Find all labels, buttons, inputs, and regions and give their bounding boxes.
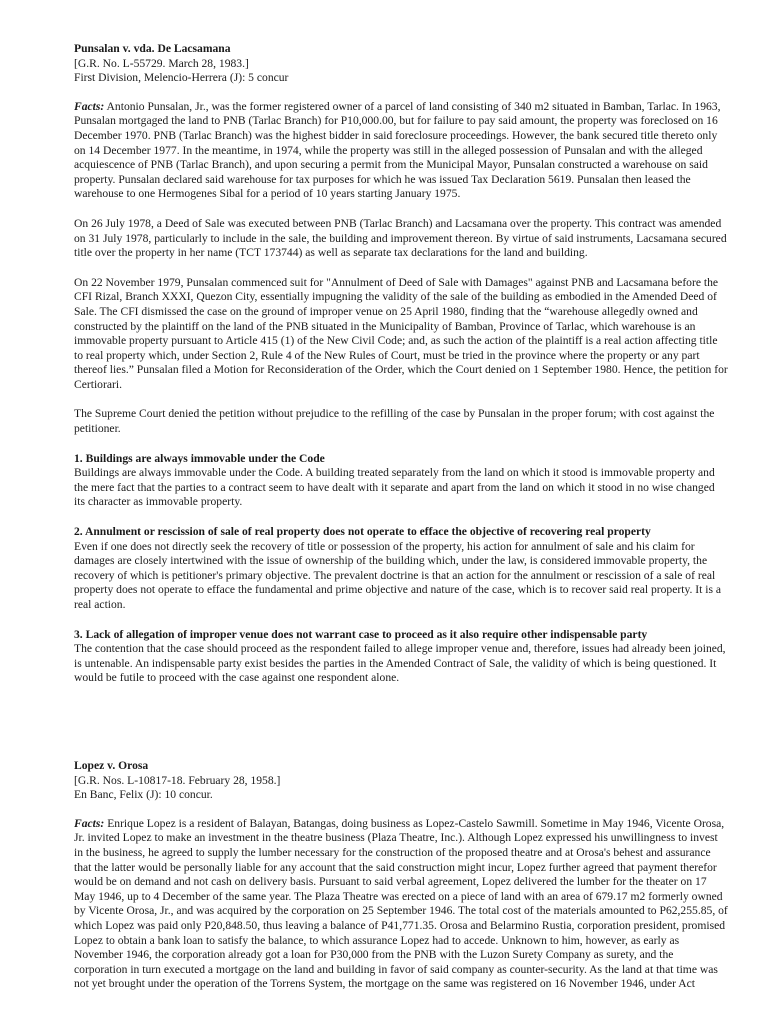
paragraph-suit: On 22 November 1979, Punsalan commenced suit for "Annulment of Deed of Sale with Damages" against PNB and Lacsamana before the CFI Rizal, Branch XXXI, Quezon City, essentially impugning the validity of the sale of the building as embodied in the Amended Deed of Sale. The CFI dismissed the case on the ground of improper venue on 25 April 1980, finding that the “warehouse allegedly owned and constructed by the plaintiff on the land of the PNB situated in the Municipality of Bamban, Province of Tarlac, which warehouse is an immovable property pursuant to Article 415 (1) of the New Civil Code; and, as such the action of the plaintiff is a real action affecting title to real property which, under Section 2, Rule 4 of the New Rules of Court, must be tried in the province where the property or any part thereof lies.” Punsalan filed a Motion for Reconsideration of the Order, which the Court denied on 1 September 1980. Hence, the petition for Certiorari. bbox=[74, 275, 728, 391]
facts-paragraph bbox=[74, 100, 728, 202]
facts-text: Enrique Lopez is a resident of Balayan, Batangas, doing business as Lopez-Castelo Sawmill. Sometime in May 1946, Vicente Orosa, Jr. invited Lopez to make an investment in the theatre business (Plaza Theatre, Inc.). Although Lopez expressed his unwillingness to invest in the business, he agreed to supply the lumber necessary for the construction of the proposed theatre and at Orosa's behest and assurance that the latter would be personally liable for any account that the said construction might incur, Lopez further agreed that payment therefor would be on demand and not cash on delivery basis. Pursuant to said verbal agreement, Lopez delivered the lumber for the theater on 17 May 1946, up to 4 December of the same year. The Plaza Theatre was erected on a piece of land with an area of 679.17 m2 formerly owned by Vicente Orosa, Jr., and was acquired by the corporation on 25 September 1946. The total cost of the materials amounted to P62,255.85, of which Lopez was paid only P20,848.50, thus leaving a balance of P41,771.35. Orosa and Belarmino Rustia, corporation president, promised Lopez to obtain a bank loan to satisfy the balance, to which assurance Lopez had to accede. Unknown to him, however, as early as November 1946, the corporation already got a loan for P30,000 from the PNB with the Luzon Surety Company as surety, and the corporation in turn executed a mortgage on the land and building in favor of said company as counter-security. As the land at that time was not yet brought under the operation of the Torrens System, the mortgage on the same was registered on 16 November 1946, under Act bbox=[74, 816, 728, 991]
doctrine-1-text: Buildings are always immovable under the Code. A building treated separately from the land on which it stood is immovable property and the mere fact that the parties to a contract seem to have dealt with it separate and apart from the land on which it stood in no wise changed its character as immovable property. bbox=[74, 466, 715, 509]
paragraph-ruling: The Supreme Court denied the petition without prejudice to the refilling of the case by Punsalan in the proper forum; with cost against the petitioner. bbox=[74, 407, 715, 436]
facts-paragraph bbox=[74, 817, 728, 992]
doctrine-2-text: Even if one does not directly seek the recovery of title or possession of the property, his action for annulment of sale and his claim for damages are closely intertwined with the issue of ownership of the building which, under the law, is considered immovable property, the recovery of which is petitioner's primary objective. The prevalent doctrine is that an action for the annulment or rescission of a sale of real property does not operate to efface the fundamental and prime objective and nature of the case, which is to recover said real property. It is a real action. bbox=[74, 539, 722, 611]
doctrine-3-text: The contention that the case should proceed as the respondent failed to allege improper venue and, therefore, issues had already been joined, is untenable. An indispensable party exist besides the parties in the Amended Contract of Sale, the validity of which is being questioned. It would be futile to proceed with the case against one respondent alone. bbox=[74, 642, 726, 685]
doctrine-3 bbox=[74, 628, 728, 686]
case-punsalan bbox=[74, 42, 728, 686]
case-header bbox=[74, 42, 728, 86]
paragraph-deed-of-sale: On 26 July 1978, a Deed of Sale was executed between PNB (Tarlac Branch) and Lacsamana over the property. This contract was amended on 31 July 1978, particularly to include in the sale, the building and improvement thereon. By virtue of said instruments, Lacsamana secured title over the property in her name (TCT 173744) as well as separate tax declarations for the land and building. bbox=[74, 216, 727, 260]
facts-text: Antonio Punsalan, Jr., was the former registered owner of a parcel of land consisting of 340 m2 situated in Bamban, Tarlac. In 1963, Punsalan mortgaged the land to PNB (Tarlac Branch) for P10,000.00, but for failure to pay said amount, the property was foreclosed on 16 December 1970. PNB (Tarlac Branch) was the highest bidder in said foreclosure proceedings. However, the bank secured title thereto only on 14 December 1977. In the meantime, in 1974, while the property was still in the alleged possession of Punsalan and with the alleged acquiescence of PNB (Tarlac Branch), and upon securing a permit from the Municipal Mayor, Punsalan constructed a warehouse on said property. Punsalan declared said warehouse for tax purposes for which he was issued Tax Declaration 5619. Punsalan then leased the warehouse to one Hermogenes Sibal for a period of 10 years starting January 1975. bbox=[74, 99, 721, 201]
doctrine-1 bbox=[74, 452, 728, 510]
facts-label: Facts: bbox=[74, 99, 105, 113]
facts-label: Facts: bbox=[74, 816, 105, 830]
case-header bbox=[74, 759, 728, 803]
case-title: Lopez v. Orosa bbox=[74, 758, 149, 772]
doctrine-1-heading: 1. Buildings are always immovable under the Code bbox=[74, 451, 325, 465]
case-separator bbox=[74, 701, 728, 759]
case-citation: [G.R. Nos. L-10817-18. February 28, 1958.] bbox=[74, 773, 281, 787]
case-title: Punsalan v. vda. De Lacsamana bbox=[74, 42, 231, 55]
doctrine-2-heading: 2. Annulment or rescission of sale of real property does not operate to efface the objective of recovering real property bbox=[74, 525, 651, 539]
case-division: First Division, Melencio-Herrera (J): 5 concur bbox=[74, 71, 289, 85]
case-lopez bbox=[74, 759, 728, 992]
doctrine-2 bbox=[74, 525, 728, 613]
case-citation: [G.R. No. L-55729. March 28, 1983.] bbox=[74, 56, 249, 70]
doctrine-3-heading: 3. Lack of allegation of improper venue does not warrant case to proceed as it also require other indispensable party bbox=[74, 627, 648, 641]
case-division: En Banc, Felix (J): 10 concur. bbox=[74, 788, 213, 802]
